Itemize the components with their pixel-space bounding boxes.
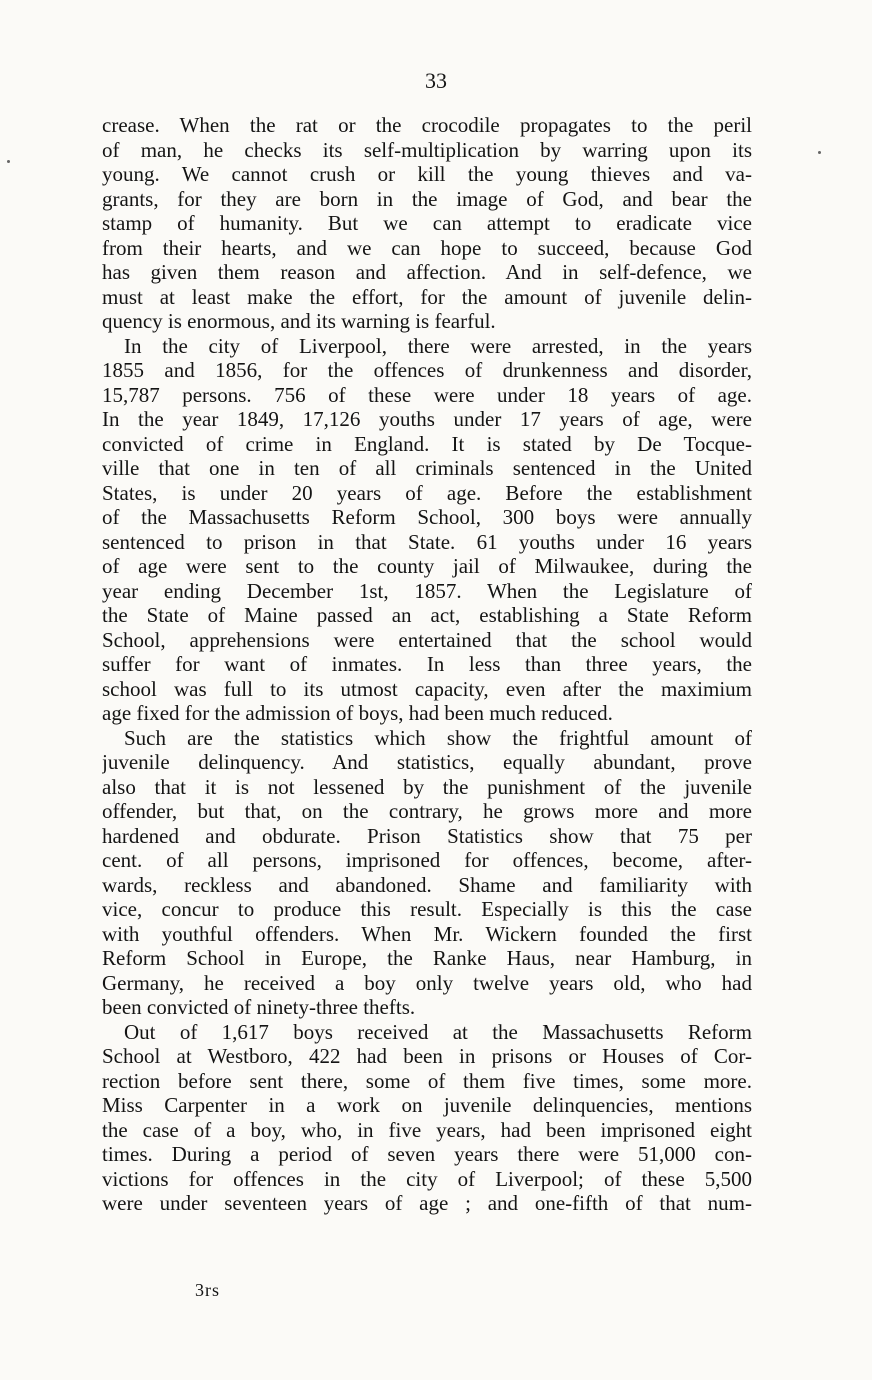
page-number: 33 [425, 68, 447, 93]
text-line: vice, concur to produce this result. Especially is this the case [102, 897, 752, 921]
text-line: age fixed for the admission of boys, had been much reduced. [102, 701, 613, 725]
text-line: States, is under 20 years of age. Before the establishment [102, 480, 752, 505]
text-line: times. During a period of seven years there were 51,000 con- [102, 1142, 752, 1166]
text-line: School, apprehensions were entertained that the school would [102, 627, 752, 652]
text-line: victions for offences in the city of Liverpool; of these 5,500 [102, 1166, 752, 1191]
text-line: suffer for want of inmates. In less than three years, the [102, 652, 752, 676]
text-line: year ending December 1st, 1857. When the Legislature of [102, 578, 752, 603]
text-line: In the city of Liverpool, there were arrested, in the years [124, 333, 752, 358]
text-line: wards, reckless and abandoned. Shame and familiarity with [102, 872, 752, 897]
text-line: were under seventeen years of age ; and one-fifth of that num- [102, 1191, 752, 1215]
text-line: hardened and obdurate. Prison Statistics show that 75 per [102, 823, 752, 848]
text-line: 15,787 persons. 756 of these were under 18 years of age. [102, 382, 752, 407]
text-line: ville that one in ten of all criminals sentenced in the United [102, 456, 752, 480]
text-line: cent. of all persons, imprisoned for offences, become, after- [102, 848, 752, 872]
text-line: of the Massachusetts Reform School, 300 boys were annually [102, 505, 752, 529]
ink-speck [7, 160, 10, 163]
text-line: In the year 1849, 17,126 youths under 17 years of age, were [102, 407, 752, 431]
text-line: quency is enormous, and its warning is fearful. [102, 309, 496, 333]
signature-mark: 3rs [195, 1280, 220, 1300]
text-line: Germany, he received a boy only twelve years old, who had [102, 970, 752, 995]
text-line: rection before sent there, some of them five times, some more. [102, 1068, 752, 1093]
text-line: Out of 1,617 boys received at the Massachusetts Reform [124, 1019, 752, 1044]
ink-speck [818, 151, 821, 154]
text-line: the State of Maine passed an act, establishing a State Reform [102, 603, 752, 627]
text-line: must at least make the effort, for the amount of juvenile delin- [102, 284, 752, 309]
text-line: School at Westboro, 422 had been in prisons or Houses of Cor- [102, 1044, 752, 1068]
text-line: the case of a boy, who, in five years, had been imprisoned eight [102, 1117, 752, 1142]
text-line: also that it is not lessened by the punishment of the juvenile [102, 774, 752, 799]
body-text [102, 113, 752, 1216]
text-line: been convicted of ninety-three thefts. [102, 995, 416, 1019]
text-line: Reform School in Europe, the Ranke Haus, near Hamburg, in [102, 946, 752, 970]
text-line: school was full to its utmost capacity, even after the maximium [102, 676, 752, 701]
text-line: stamp of humanity. But we can attempt to eradicate vice [102, 211, 752, 235]
text-line: offender, but that, on the contrary, he grows more and more [102, 799, 752, 823]
text-line: Such are the statistics which show the frightful amount of [124, 725, 752, 750]
text-line: Miss Carpenter in a work on juvenile delinquencies, mentions [102, 1093, 752, 1117]
text-line: from their hearts, and we can hope to succeed, because God [102, 235, 752, 260]
text-line: 1855 and 1856, for the offences of drunkenness and disorder, [102, 358, 752, 382]
text-line: grants, for they are born in the image of God, and bear the [102, 186, 752, 211]
text-line: of man, he checks its self-multiplication by warring upon its [102, 137, 752, 162]
text-line: juvenile delinquency. And statistics, equally abundant, prove [102, 750, 752, 774]
text-line: crease. When the rat or the crocodile propagates to the peril [102, 113, 752, 137]
text-line: young. We cannot crush or kill the young thieves and va- [102, 162, 752, 186]
text-line: sentenced to prison in that State. 61 youths under 16 years [102, 529, 752, 554]
text-line: convicted of crime in England. It is stated by De Tocque- [102, 431, 752, 456]
text-line: of age were sent to the county jail of Milwaukee, during the [102, 554, 752, 578]
text-line: with youthful offenders. When Mr. Wickern founded the first [102, 921, 752, 946]
text-line: has given them reason and affection. And in self-defence, we [102, 260, 752, 284]
